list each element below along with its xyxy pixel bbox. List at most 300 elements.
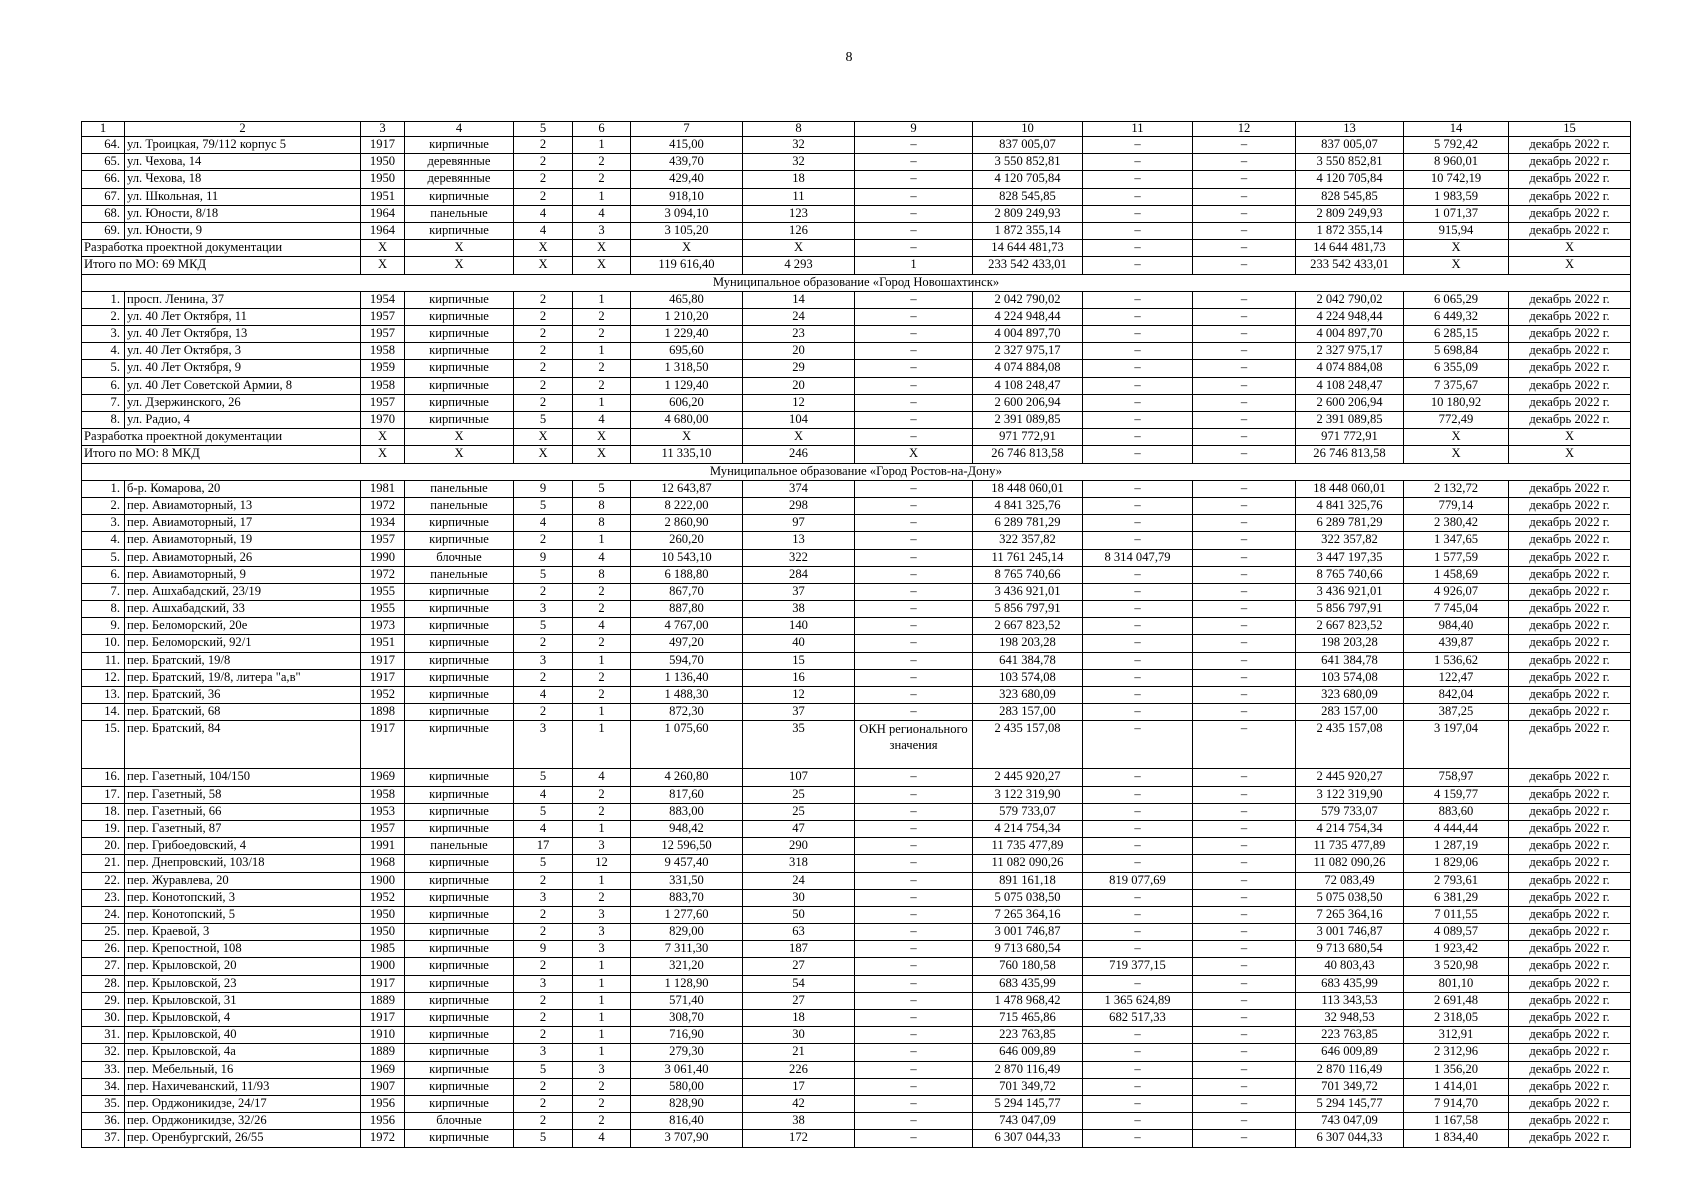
table-cell: 1917 <box>361 975 405 992</box>
table-cell: 3 447 197,35 <box>1296 549 1404 566</box>
table-cell: пер. Авиамоторный, 17 <box>125 515 361 532</box>
table-cell: 1957 <box>361 308 405 325</box>
table-cell: кирпичные <box>405 137 514 154</box>
table-cell: 104 <box>743 412 855 429</box>
table-cell: 817,60 <box>631 786 743 803</box>
table-cell: – <box>1083 975 1193 992</box>
table-cell: 6 381,29 <box>1404 889 1509 906</box>
table-cell: 1 277,60 <box>631 906 743 923</box>
table-cell: – <box>1193 992 1296 1009</box>
table-cell: 3 122 319,90 <box>973 786 1083 803</box>
table-cell: 439,87 <box>1404 635 1509 652</box>
table-cell: панельные <box>405 838 514 855</box>
table-cell: 2. <box>82 497 125 514</box>
table-cell: 2 <box>514 308 573 325</box>
table-cell: 16. <box>82 769 125 786</box>
summary-cell: 971 772,91 <box>973 429 1083 446</box>
table-cell: – <box>855 291 973 308</box>
table-cell: – <box>1083 154 1193 171</box>
table-row <box>82 360 1631 377</box>
table-cell: 497,20 <box>631 635 743 652</box>
table-cell: 4 089,57 <box>1404 924 1509 941</box>
table-cell: – <box>1083 687 1193 704</box>
summary-cell: – <box>1083 257 1193 274</box>
summary-cell: X <box>573 240 631 257</box>
table-cell: 5 <box>514 769 573 786</box>
table-cell: 7 265 364,16 <box>1296 906 1404 923</box>
table-cell: пер. Авиамоторный, 26 <box>125 549 361 566</box>
table-cell: 2 691,48 <box>1404 992 1509 1009</box>
table-cell: 3 436 921,01 <box>1296 583 1404 600</box>
table-cell: 828 545,85 <box>973 188 1083 205</box>
table-cell: – <box>1083 188 1193 205</box>
table-cell: – <box>855 497 973 514</box>
column-number-cell: 4 <box>405 122 514 137</box>
table-cell: кирпичные <box>405 1010 514 1027</box>
table-cell: кирпичные <box>405 1027 514 1044</box>
table-cell: кирпичные <box>405 515 514 532</box>
table-row <box>82 205 1631 222</box>
table-cell: – <box>1083 855 1193 872</box>
table-cell: – <box>1193 924 1296 941</box>
table-cell: 18 <box>743 1010 855 1027</box>
table-row <box>82 889 1631 906</box>
table-cell: кирпичные <box>405 1044 514 1061</box>
table-cell: 13 <box>743 532 855 549</box>
table-row <box>82 721 1631 769</box>
table-cell: 1957 <box>361 326 405 343</box>
table-cell: 26. <box>82 941 125 958</box>
table-cell: 2 <box>514 924 573 941</box>
table-cell: 641 384,78 <box>1296 652 1404 669</box>
table-cell: 683 435,99 <box>1296 975 1404 992</box>
table-cell: 4 <box>514 687 573 704</box>
table-cell: 571,40 <box>631 992 743 1009</box>
table-cell: декабрь 2022 г. <box>1509 1061 1631 1078</box>
table-cell: 2 <box>573 669 631 686</box>
table-cell: 948,42 <box>631 820 743 837</box>
table-cell: 1991 <box>361 838 405 855</box>
table-cell: панельные <box>405 205 514 222</box>
table-cell: 695,60 <box>631 343 743 360</box>
table-cell: 2 870 116,49 <box>1296 1061 1404 1078</box>
table-cell: кирпичные <box>405 394 514 411</box>
table-cell: 6 449,32 <box>1404 308 1509 325</box>
table-cell: декабрь 2022 г. <box>1509 515 1631 532</box>
table-cell: 465,80 <box>631 291 743 308</box>
table-row <box>82 872 1631 889</box>
table-cell: 1973 <box>361 618 405 635</box>
table-cell: 1955 <box>361 601 405 618</box>
table-row <box>82 958 1631 975</box>
summary-cell: X <box>405 429 514 446</box>
table-cell: декабрь 2022 г. <box>1509 889 1631 906</box>
table-cell: деревянные <box>405 154 514 171</box>
table-cell: – <box>1083 222 1193 239</box>
table-cell: – <box>855 394 973 411</box>
table-cell: 2 <box>573 889 631 906</box>
table-cell: – <box>1083 291 1193 308</box>
table-cell: 10. <box>82 635 125 652</box>
table-cell: 7. <box>82 583 125 600</box>
table-cell: 8 <box>573 497 631 514</box>
table-cell: 1. <box>82 480 125 497</box>
table-cell: – <box>855 154 973 171</box>
table-cell: кирпичные <box>405 992 514 1009</box>
table-cell: – <box>1193 975 1296 992</box>
table-cell: – <box>1193 343 1296 360</box>
table-row <box>82 308 1631 325</box>
table-row <box>82 1130 1631 1147</box>
table-cell: 37. <box>82 1130 125 1147</box>
table-cell: декабрь 2022 г. <box>1509 820 1631 837</box>
table-cell: пер. Братский, 36 <box>125 687 361 704</box>
table-row <box>82 601 1631 618</box>
table-cell: – <box>1083 1078 1193 1095</box>
table-cell: 18 448 060,01 <box>1296 480 1404 497</box>
table-row <box>82 1044 1631 1061</box>
table-cell: 1957 <box>361 532 405 549</box>
table-cell: 2 <box>514 958 573 975</box>
table-cell: 2 860,90 <box>631 515 743 532</box>
table-cell: 2 042 790,02 <box>1296 291 1404 308</box>
summary-cell: X <box>514 429 573 446</box>
table-cell: – <box>1083 721 1193 769</box>
table-cell: 8 765 740,66 <box>1296 566 1404 583</box>
table-cell: – <box>1083 1061 1193 1078</box>
table-cell: кирпичные <box>405 687 514 704</box>
table-cell: – <box>1083 1027 1193 1044</box>
column-number-cell: 10 <box>973 122 1083 137</box>
table-cell: 1 <box>573 137 631 154</box>
table-cell: – <box>855 618 973 635</box>
table-cell: 6 065,29 <box>1404 291 1509 308</box>
table-cell: 9. <box>82 618 125 635</box>
table-row <box>82 222 1631 239</box>
table-cell: пер. Газетный, 58 <box>125 786 361 803</box>
table-cell: 683 435,99 <box>973 975 1083 992</box>
table-cell: 13. <box>82 687 125 704</box>
table-cell: 8 314 047,79 <box>1083 549 1193 566</box>
summary-cell: X <box>1509 446 1631 463</box>
summary-cell: 11 335,10 <box>631 446 743 463</box>
table-cell: декабрь 2022 г. <box>1509 906 1631 923</box>
table-cell: 321,20 <box>631 958 743 975</box>
table-cell: 187 <box>743 941 855 958</box>
table-cell: 5 <box>514 855 573 872</box>
table-cell: пер. Мебельный, 16 <box>125 1061 361 1078</box>
summary-cell: 14 644 481,73 <box>1296 240 1404 257</box>
table-cell: 3 550 852,81 <box>973 154 1083 171</box>
summary-cell: X <box>573 257 631 274</box>
table-row <box>82 171 1631 188</box>
table-cell: – <box>855 583 973 600</box>
table-cell: кирпичные <box>405 308 514 325</box>
table-cell: 2 <box>514 1027 573 1044</box>
table-cell: декабрь 2022 г. <box>1509 769 1631 786</box>
table-cell: панельные <box>405 497 514 514</box>
table-cell: 1 834,40 <box>1404 1130 1509 1147</box>
table-cell: 3 <box>514 652 573 669</box>
table-cell: декабрь 2022 г. <box>1509 855 1631 872</box>
table-row <box>82 1078 1631 1095</box>
table-cell: 1 071,37 <box>1404 205 1509 222</box>
table-cell: 6 285,15 <box>1404 326 1509 343</box>
table-cell: 3 001 746,87 <box>973 924 1083 941</box>
table-cell: кирпичные <box>405 889 514 906</box>
table-cell: – <box>1193 394 1296 411</box>
table-cell: 9 713 680,54 <box>1296 941 1404 958</box>
table-cell: б-р. Комарова, 20 <box>125 480 361 497</box>
table-cell: 198 203,28 <box>973 635 1083 652</box>
summary-cell: X <box>514 446 573 463</box>
table-cell: – <box>1083 1113 1193 1130</box>
table-cell: блочные <box>405 1113 514 1130</box>
table-cell: – <box>1083 497 1193 514</box>
table-cell: 3 061,40 <box>631 1061 743 1078</box>
table-cell: 1 536,62 <box>1404 652 1509 669</box>
table-cell: ул. Чехова, 18 <box>125 171 361 188</box>
table-cell: – <box>855 958 973 975</box>
table-row <box>82 769 1631 786</box>
table-cell: 6 307 044,33 <box>973 1130 1083 1147</box>
table-cell: декабрь 2022 г. <box>1509 480 1631 497</box>
table-cell: 290 <box>743 838 855 855</box>
table-cell: 29 <box>743 360 855 377</box>
table-cell: – <box>1083 171 1193 188</box>
table-cell: 40 <box>743 635 855 652</box>
table-cell: 4 074 884,08 <box>1296 360 1404 377</box>
table-cell: 1907 <box>361 1078 405 1095</box>
summary-cell: 971 772,91 <box>1296 429 1404 446</box>
table-cell: 1952 <box>361 889 405 906</box>
table-cell: – <box>1193 1130 1296 1147</box>
section-header-row <box>82 463 1631 480</box>
table-cell: 140 <box>743 618 855 635</box>
table-cell: декабрь 2022 г. <box>1509 601 1631 618</box>
table-cell: ул. Юности, 9 <box>125 222 361 239</box>
table-cell: 3 <box>573 924 631 941</box>
table-cell: 1917 <box>361 1010 405 1027</box>
table-cell: 2 327 975,17 <box>973 343 1083 360</box>
table-cell: 2 <box>573 154 631 171</box>
table-cell: кирпичные <box>405 669 514 686</box>
table-cell: 1 923,42 <box>1404 941 1509 958</box>
table-cell: 6. <box>82 377 125 394</box>
table-cell: – <box>855 889 973 906</box>
table-cell: 2 <box>573 687 631 704</box>
table-cell: 1956 <box>361 1095 405 1112</box>
table-cell: 2 <box>573 171 631 188</box>
table-cell: – <box>1083 1130 1193 1147</box>
table-cell: 1 872 355,14 <box>1296 222 1404 239</box>
table-cell: 8 765 740,66 <box>973 566 1083 583</box>
table-cell: 1 983,59 <box>1404 188 1509 205</box>
table-row <box>82 704 1631 721</box>
table-cell: пер. Братский, 84 <box>125 721 361 769</box>
table-cell: 323 680,09 <box>973 687 1083 704</box>
table-cell: 4 <box>514 786 573 803</box>
column-number-cell: 13 <box>1296 122 1404 137</box>
table-cell: 1 318,50 <box>631 360 743 377</box>
table-cell: – <box>1193 1027 1296 1044</box>
table-cell: ул. Троицкая, 79/112 корпус 5 <box>125 137 361 154</box>
table-cell: 8 960,01 <box>1404 154 1509 171</box>
table-row <box>82 343 1631 360</box>
table-cell: 4 926,07 <box>1404 583 1509 600</box>
table-cell: 103 574,08 <box>973 669 1083 686</box>
table-cell: – <box>1083 515 1193 532</box>
table-cell: – <box>1193 1113 1296 1130</box>
table-cell: 223 763,85 <box>973 1027 1083 1044</box>
table-cell: декабрь 2022 г. <box>1509 222 1631 239</box>
table-cell: 3 094,10 <box>631 205 743 222</box>
table-cell: 1990 <box>361 549 405 566</box>
table-cell: декабрь 2022 г. <box>1509 924 1631 941</box>
table-cell: 2 <box>514 394 573 411</box>
table-cell: 2 <box>514 635 573 652</box>
table-cell: 1 478 968,42 <box>973 992 1083 1009</box>
table-cell: 36. <box>82 1113 125 1130</box>
table-cell: 7 914,70 <box>1404 1095 1509 1112</box>
table-cell: – <box>1193 820 1296 837</box>
table-cell: 743 047,09 <box>973 1113 1083 1130</box>
table-row <box>82 687 1631 704</box>
table-cell: 15. <box>82 721 125 769</box>
table-cell: 5 075 038,50 <box>1296 889 1404 906</box>
summary-cell: – <box>1083 429 1193 446</box>
table-cell: 891 161,18 <box>973 872 1083 889</box>
table-cell: 11 761 245,14 <box>973 549 1083 566</box>
table-cell: – <box>855 360 973 377</box>
table-cell: 2 <box>573 377 631 394</box>
table-cell: кирпичные <box>405 618 514 635</box>
table-cell: 8 <box>573 566 631 583</box>
table-cell: – <box>1083 635 1193 652</box>
table-cell: 6 188,80 <box>631 566 743 583</box>
table-cell: 1 356,20 <box>1404 1061 1509 1078</box>
table-cell: 2 <box>514 137 573 154</box>
table-cell: 1 075,60 <box>631 721 743 769</box>
table-cell: кирпичные <box>405 412 514 429</box>
table-cell: 984,40 <box>1404 618 1509 635</box>
table-cell: кирпичные <box>405 583 514 600</box>
summary-cell: – <box>1193 240 1296 257</box>
table-cell: 429,40 <box>631 171 743 188</box>
table-cell: 2 380,42 <box>1404 515 1509 532</box>
summary-row <box>82 257 1631 274</box>
table-cell: 2 327 975,17 <box>1296 343 1404 360</box>
table-cell: 2 <box>514 326 573 343</box>
table-cell: 32 948,53 <box>1296 1010 1404 1027</box>
table-cell: 5. <box>82 360 125 377</box>
table-cell: – <box>855 549 973 566</box>
table-cell: 24 <box>743 308 855 325</box>
table-cell: 1951 <box>361 635 405 652</box>
table-cell: 17 <box>514 838 573 855</box>
table-cell: 11 082 090,26 <box>1296 855 1404 872</box>
table-cell: – <box>855 137 973 154</box>
table-cell: 4 120 705,84 <box>1296 171 1404 188</box>
table-cell: 646 009,89 <box>973 1044 1083 1061</box>
table-cell: 2 445 920,27 <box>973 769 1083 786</box>
summary-cell: X <box>1404 446 1509 463</box>
table-cell: кирпичные <box>405 1061 514 1078</box>
table-cell: 12 <box>743 687 855 704</box>
table-cell: 323 680,09 <box>1296 687 1404 704</box>
table-cell: – <box>1083 941 1193 958</box>
table-cell: 2 <box>514 1010 573 1027</box>
table-cell: 2 667 823,52 <box>973 618 1083 635</box>
table-cell: 312,91 <box>1404 1027 1509 1044</box>
table-cell: декабрь 2022 г. <box>1509 786 1631 803</box>
table-cell: ул. 40 Лет Советской Армии, 8 <box>125 377 361 394</box>
table-cell: 2 <box>514 291 573 308</box>
table-cell: пер. Грибоедовский, 4 <box>125 838 361 855</box>
table-cell: 123 <box>743 205 855 222</box>
table-cell: 331,50 <box>631 872 743 889</box>
table-cell: – <box>855 326 973 343</box>
table-cell: – <box>855 188 973 205</box>
table-cell: 5 <box>514 497 573 514</box>
table-cell: – <box>1193 1044 1296 1061</box>
table-cell: 2 <box>514 583 573 600</box>
table-cell: – <box>1083 652 1193 669</box>
table-cell: 1953 <box>361 803 405 820</box>
summary-cell: 233 542 433,01 <box>973 257 1083 274</box>
column-number-cell: 1 <box>82 122 125 137</box>
table-cell: 1958 <box>361 377 405 394</box>
table-cell: – <box>1193 515 1296 532</box>
table-cell: – <box>1193 889 1296 906</box>
table-cell: 2 391 089,85 <box>973 412 1083 429</box>
table-cell: 2 <box>514 1095 573 1112</box>
table-cell: – <box>855 652 973 669</box>
table-cell: – <box>855 1061 973 1078</box>
table-cell: 4 159,77 <box>1404 786 1509 803</box>
table-cell: – <box>1193 377 1296 394</box>
table-cell: 701 349,72 <box>1296 1078 1404 1095</box>
table-cell: декабрь 2022 г. <box>1509 326 1631 343</box>
table-row <box>82 820 1631 837</box>
table-cell: – <box>1083 1095 1193 1112</box>
summary-cell: – <box>855 240 973 257</box>
table-cell: 1 <box>573 394 631 411</box>
table-cell: – <box>855 377 973 394</box>
summary-cell: X <box>361 446 405 463</box>
table-cell: ул. Радио, 4 <box>125 412 361 429</box>
table-cell: 641 384,78 <box>973 652 1083 669</box>
table-cell: 1957 <box>361 820 405 837</box>
table-cell: декабрь 2022 г. <box>1509 1044 1631 1061</box>
table-cell: 2 <box>514 188 573 205</box>
table-cell: 2 445 920,27 <box>1296 769 1404 786</box>
table-cell: 6 307 044,33 <box>1296 1130 1404 1147</box>
table-cell: 24. <box>82 906 125 923</box>
table-cell: декабрь 2022 г. <box>1509 958 1631 975</box>
table-cell: 828 545,85 <box>1296 188 1404 205</box>
table-cell: 29. <box>82 992 125 1009</box>
table-cell: – <box>855 515 973 532</box>
table-cell: 772,49 <box>1404 412 1509 429</box>
table-cell: ул. Школьная, 11 <box>125 188 361 205</box>
table-cell: 20. <box>82 838 125 855</box>
table-row <box>82 394 1631 411</box>
table-cell: 1917 <box>361 721 405 769</box>
table-cell: – <box>855 786 973 803</box>
table-cell: – <box>1193 687 1296 704</box>
table-cell: – <box>855 1113 973 1130</box>
